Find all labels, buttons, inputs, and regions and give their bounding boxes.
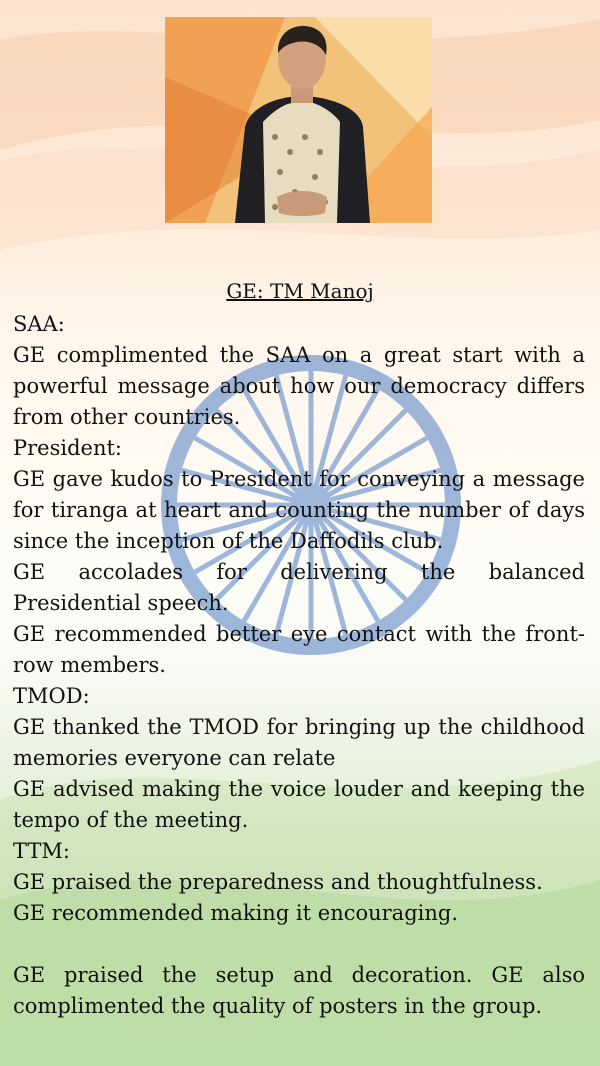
review-text — [13, 309, 585, 1022]
review-paragraph: GE praised the setup and decoration. GE also complimented the quality of posters in the group. — [13, 963, 585, 1018]
section-heading-tmod: TMOD: — [13, 684, 90, 708]
review-paragraph: GE recommended better eye contact with the front-row members. — [13, 622, 585, 677]
review-paragraph: GE advised making the voice louder and keeping the tempo of the meeting. — [13, 777, 585, 832]
spacer — [13, 929, 585, 960]
speaker-photo — [165, 17, 432, 223]
review-paragraph: GE gave kudos to President for conveying a message for tiranga at heart and counting the number of days since the inception of the Daffodils club. — [13, 467, 585, 553]
section-heading-ttm: TTM: — [13, 839, 70, 863]
review-paragraph: GE thanked the TMOD for bringing up the childhood memories everyone can relate — [13, 715, 585, 770]
review-paragraph: GE recommended making it encouraging. — [13, 901, 459, 925]
review-paragraph: GE praised the preparedness and thoughtfulness. — [13, 870, 543, 894]
review-paragraph: GE accolades for delivering the balanced Presidential speech. — [13, 560, 585, 615]
section-heading-president: President: — [13, 436, 122, 460]
review-paragraph: GE complimented the SAA on a great start with a powerful message about how our democracy differs from other countries. — [13, 343, 585, 429]
section-heading-saa: SAA: — [13, 312, 65, 336]
page-title: GE: TM Manoj — [226, 279, 374, 303]
